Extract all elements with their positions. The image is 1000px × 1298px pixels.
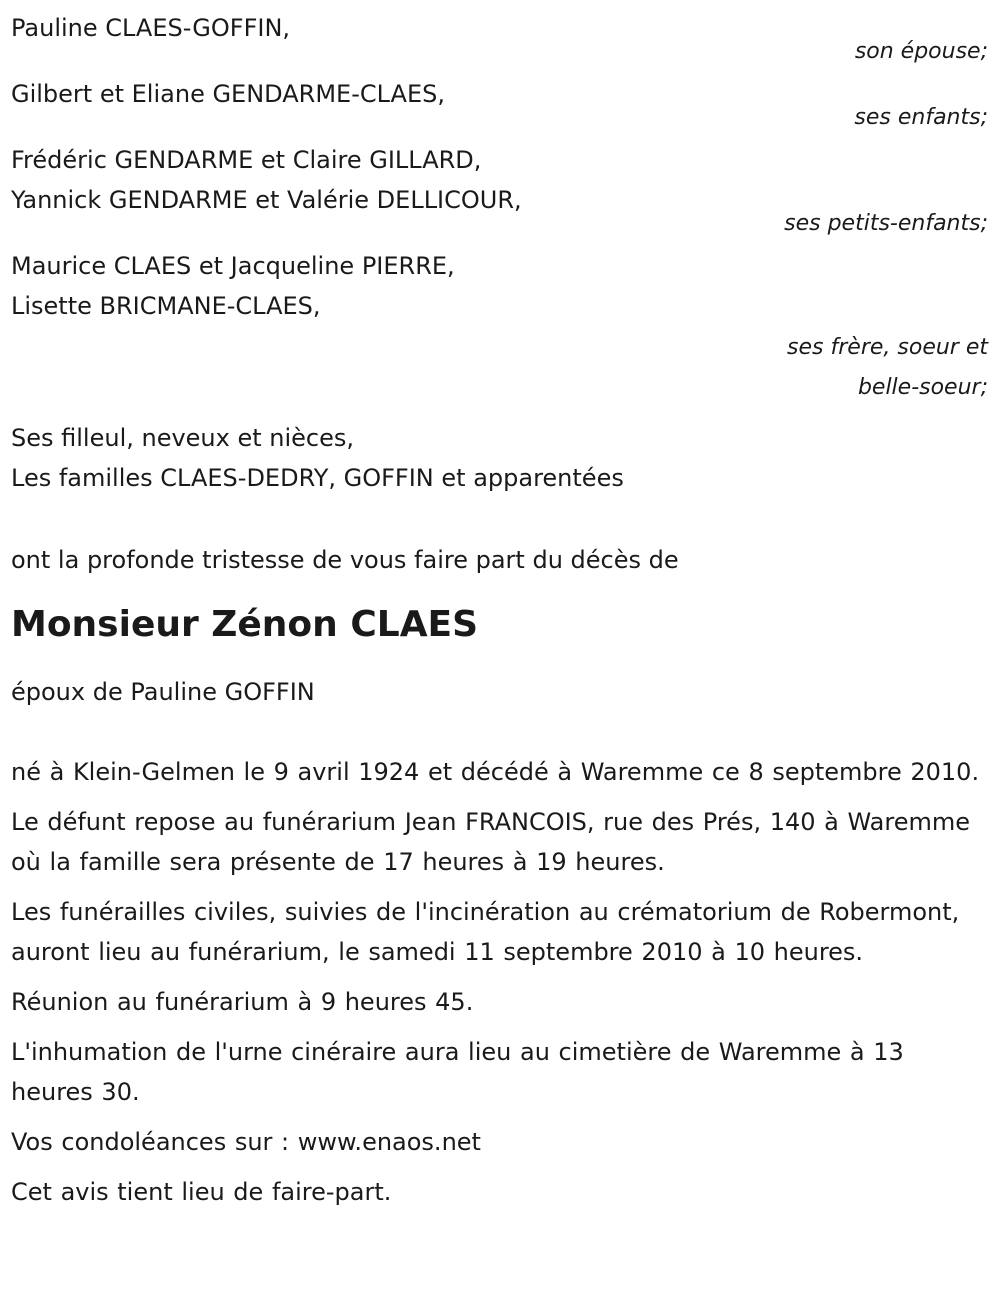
birth-death-paragraph: né à Klein-Gelmen le 9 avril 1924 et décédé à Waremme ce 8 septembre 2010. (11, 758, 980, 786)
spouse-line: époux de Pauline GOFFIN (11, 678, 315, 706)
family-role: son épouse; (854, 39, 988, 64)
family-name-line: Gilbert et Eliane GENDARME-CLAES, (11, 80, 445, 108)
deceased-name: Monsieur Zénon CLAES (11, 604, 479, 645)
repose-paragraph: Le défunt repose au funérarium Jean FRANCOIS, rue des Prés, 140 à Waremme où la famille sera présente de 17 heures à 19 heures. (11, 808, 971, 876)
family-group-spouse (11, 8, 990, 72)
family-role: ses petits-enfants; (784, 211, 988, 236)
closing-paragraph: Cet avis tient lieu de faire-part. (11, 1178, 392, 1206)
family-name-line: Lisette BRICMANE-CLAES, (11, 292, 321, 320)
family-role: belle-soeur; (857, 375, 988, 400)
family-role: ses enfants; (854, 105, 988, 130)
family-group-others (11, 418, 990, 498)
family-group-children (11, 74, 990, 138)
family-group-siblings (11, 246, 990, 408)
meeting-paragraph: Réunion au funérarium à 9 heures 45. (11, 988, 474, 1016)
family-name-line: Yannick GENDARME et Valérie DELLICOUR, (11, 186, 522, 214)
family-name-line: Pauline CLAES-GOFFIN, (11, 14, 291, 42)
others-line: Ses filleul, neveux et nièces, (11, 424, 355, 452)
condolences-paragraph: Vos condoléances sur : www.enaos.net (11, 1128, 481, 1156)
family-name-line: Frédéric GENDARME et Claire GILLARD, (11, 146, 482, 174)
announcement-text: ont la profonde tristesse de vous faire part du décès de (11, 546, 679, 574)
others-line: Les familles CLAES-DEDRY, GOFFIN et apparentées (11, 464, 624, 492)
family-name-line: Maurice CLAES et Jacqueline PIERRE, (11, 252, 455, 280)
family-group-grandchildren (11, 140, 990, 244)
urn-paragraph: L'inhumation de l'urne cinéraire aura lieu au cimetière de Waremme à 13 heures 30. (11, 1038, 904, 1106)
family-role: ses frère, soeur et (787, 335, 988, 360)
funeral-paragraph: Les funérailles civiles, suivies de l'incinération au crématorium de Robermont, auront lieu au funérarium, le samedi 11 septembre 2010 à 10 heures. (11, 898, 960, 966)
